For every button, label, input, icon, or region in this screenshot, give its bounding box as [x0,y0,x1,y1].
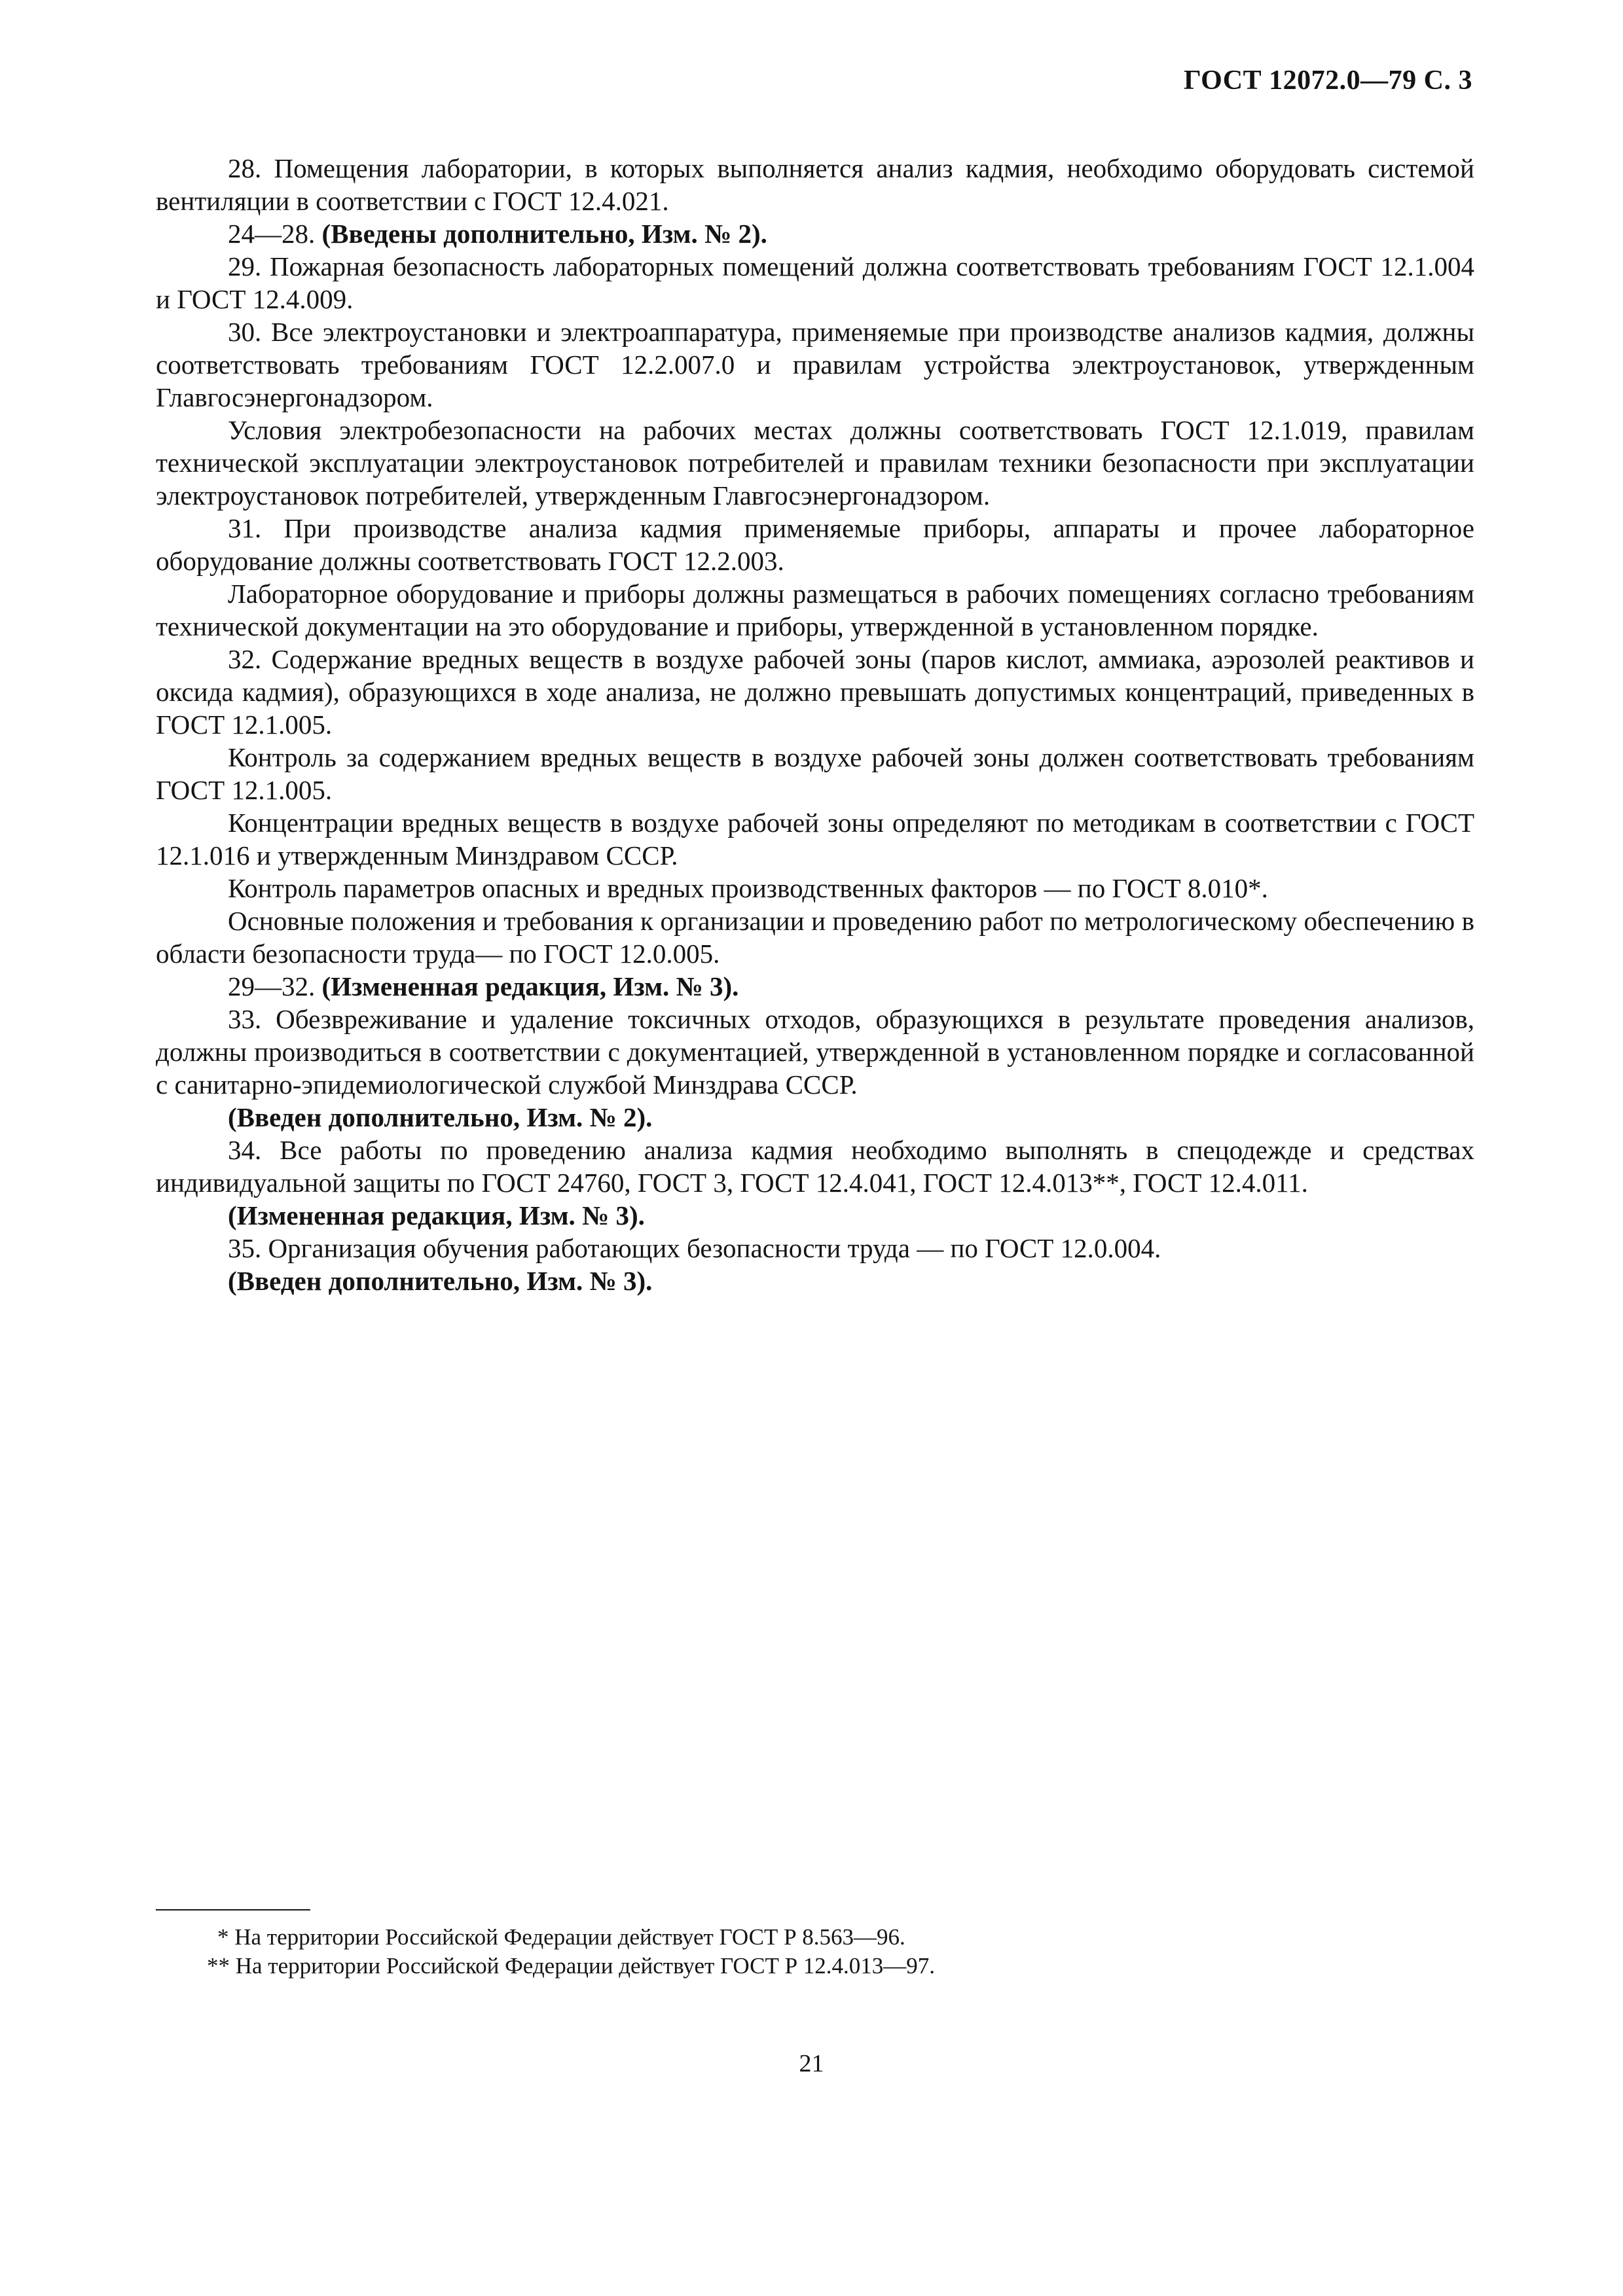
amendment-note-29-32 [156,970,1474,1003]
paragraph-30: 30. Все электроустановки и электроаппаратура, применяемые при производстве анализов кадмия, должны соответствовать требованиям ГОСТ 12.2.007.0 и правилам устройства электроустановок, утвержденным Главгосэнергонадзором. [156,317,1474,412]
paragraph-31-equipment-placement: Лабораторное оборудование и приборы должны размещаться в рабочих помещениях согласно требованиям технической документации на это оборудование и приборы, утвержденной в установленном порядке. [156,579,1474,641]
amendment-note-33: (Введен дополнительно, Изм. № 2). [228,1102,653,1132]
paragraph-28: 28. Помещения лаборатории, в которых выполняется анализ кадмия, необходимо оборудовать системой вентиляции в соответствии с ГОСТ 12.4.021. [156,153,1474,216]
paragraph-33: 33. Обезвреживание и удаление токсичных отходов, образующихся в результате проведения анализов, должны производиться в соответствии с документацией, утвержденной в установленном порядке и согласованной с санитарно-эпидемиологической службой Минздрава СССР. [156,1004,1474,1100]
paragraph-31: 31. При производстве анализа кадмия применяемые приборы, аппараты и прочее лабораторное оборудование должны соответствовать ГОСТ 12.2.003. [156,513,1474,576]
amendment-text: (Введены дополнительно, Изм. № 2). [321,219,767,249]
paragraph-35: 35. Организация обучения работающих безопасности труда — по ГОСТ 12.0.004. [228,1233,1161,1263]
footnote-1: * На территории Российской Федерации действует ГОСТ Р 8.563—96. [217,1924,905,1950]
paragraph-32-concentrations: Концентрации вредных веществ в воздухе рабочей зоны определяют по методикам в соответствии с ГОСТ 12.1.016 и утвержденным Минздравом СССР. [156,808,1474,870]
amendment-note-35: (Введен дополнительно, Изм. № 3). [228,1266,653,1296]
paragraph-32-hazard-factors: Контроль параметров опасных и вредных производственных факторов — по ГОСТ 8.010*. [228,873,1268,903]
paragraph-29: 29. Пожарная безопасность лабораторных помещений должна соответствовать требованиям ГОСТ 12.1.004 и ГОСТ 12.4.009. [156,251,1474,314]
amendment-text: (Измененная редакция, Изм. № 3). [321,971,739,1001]
footnote-divider [156,1909,310,1910]
amendment-note-34: (Измененная редакция, Изм. № 3). [228,1200,645,1230]
footnote-2: ** На территории Российской Федерации действует ГОСТ Р 12.4.013—97. [207,1953,936,1979]
amendment-range: 29—32. [228,971,316,1001]
running-header: ГОСТ 12072.0—79 С. 3 [1183,65,1472,96]
paragraph-30-electrical-safety: Условия электробезопасности на рабочих местах должны соответствовать ГОСТ 12.1.019, правилам технической эксплуатации электроустановок потребителей и правилам техники безопасности при эксплуатации электроустановок потребителей, утвержденным Главгосэнергонадзором. [156,415,1474,511]
footnotes [156,1923,1474,1981]
document-body [156,152,1474,1297]
paragraph-32-control: Контроль за содержанием вредных веществ в воздухе рабочей зоны должен соответствовать требованиям ГОСТ 12.1.005. [156,742,1474,805]
amendment-range: 24—28. [228,219,316,249]
paragraph-32-metrology: Основные положения и требования к организации и проведению работ по метрологическому обеспечению в области безопасности труда— по ГОСТ 12.0.005. [156,906,1474,969]
page-number: 21 [799,2050,824,2077]
amendment-note-24-28 [156,217,1474,250]
paragraph-32: 32. Содержание вредных веществ в воздухе рабочей зоны (паров кислот, аммиака, аэрозолей реактивов и оксида кадмия), образующихся в ходе анализа, не должно превышать допустимых концентраций, приведенных в ГОСТ 12.1.005. [156,644,1474,740]
paragraph-34: 34. Все работы по проведению анализа кадмия необходимо выполнять в спецодежде и средствах индивидуальной защиты по ГОСТ 24760, ГОСТ 3, ГОСТ 12.4.041, ГОСТ 12.4.013**, ГОСТ 12.4.011. [156,1135,1474,1198]
